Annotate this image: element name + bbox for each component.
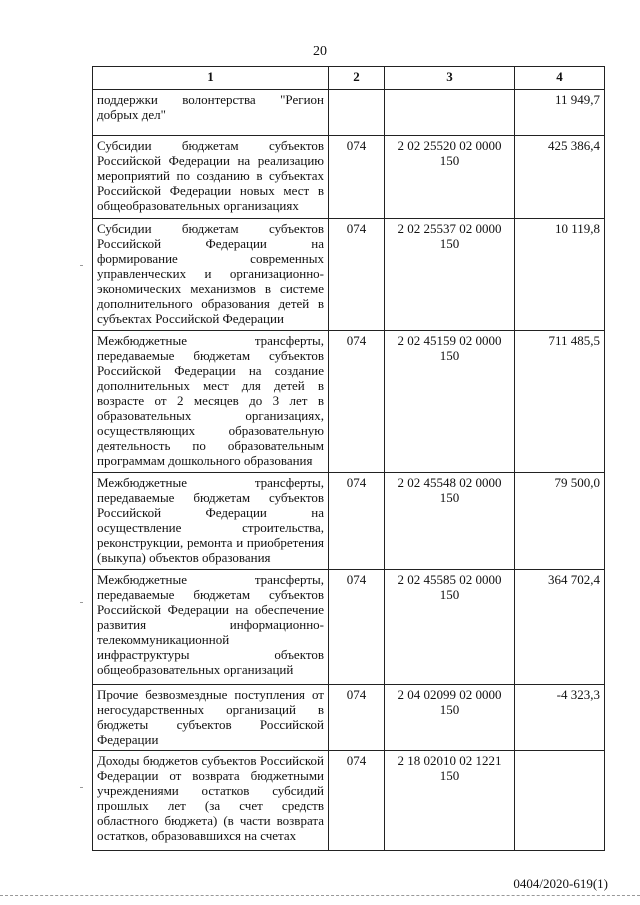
header-col-3: 3 <box>385 67 515 90</box>
row-description: Субсидии бюджетам субъектов Российской Федерации на реализацию мероприятий по созданию в субъектах Российской Федерации новых мест в общеобразовательных организациях <box>93 136 329 219</box>
document-code: 0404/2020-619(1) <box>513 876 608 891</box>
row-admin-code: 074 <box>329 570 385 685</box>
row-amount: 425 386,4 <box>515 136 605 219</box>
row-amount: 79 500,0 <box>515 473 605 570</box>
row-admin-code: 074 <box>329 473 385 570</box>
table-row <box>93 90 605 136</box>
budget-table <box>92 66 605 851</box>
row-amount: 364 702,4 <box>515 570 605 685</box>
row-budget-code: 2 02 45548 02 0000 150 <box>385 473 515 570</box>
row-admin-code: 074 <box>329 219 385 331</box>
row-amount: 10 119,8 <box>515 219 605 331</box>
scan-mark <box>80 265 83 266</box>
row-amount: 711 485,5 <box>515 331 605 473</box>
row-description: Прочие безвозмездные поступления от негосударственных организаций в бюджеты субъектов Российской Федерации <box>93 685 329 751</box>
table-row <box>93 685 605 751</box>
header-row <box>93 67 605 90</box>
header-col-4: 4 <box>515 67 605 90</box>
row-budget-code: 2 02 25537 02 0000 150 <box>385 219 515 331</box>
row-description: Межбюджетные трансферты, передаваемые бюджетам субъектов Российской Федерации на осуществление строительства, реконструкции, ремонта и приобретения (выкупа) объектов образования <box>93 473 329 570</box>
table-row <box>93 331 605 473</box>
row-budget-code: 2 02 45159 02 0000 150 <box>385 331 515 473</box>
header-col-1: 1 <box>93 67 329 90</box>
row-amount: -4 323,3 <box>515 685 605 751</box>
row-description: поддержки волонтерства "Регион добрых дел" <box>93 90 329 136</box>
row-budget-code <box>385 90 515 136</box>
row-admin-code: 074 <box>329 331 385 473</box>
row-budget-code: 2 02 45585 02 0000 150 <box>385 570 515 685</box>
table-row <box>93 219 605 331</box>
row-admin-code: 074 <box>329 136 385 219</box>
row-description: Субсидии бюджетам субъектов Российской Федерации на формирование современных управленческих и организационно-экономических механизмов в системе дополнительного образования детей в субъектах Российской Федерации <box>93 219 329 331</box>
row-admin-code: 074 <box>329 751 385 851</box>
row-budget-code: 2 18 02010 02 1221 150 <box>385 751 515 851</box>
table-row <box>93 751 605 851</box>
table-row <box>93 473 605 570</box>
scan-edge <box>0 895 640 897</box>
page-number: 20 <box>313 44 327 59</box>
row-description: Межбюджетные трансферты, передаваемые бюджетам субъектов Российской Федерации на обеспечение развития информационно-телекоммуникационной инфраструктуры объектов общеобразовательных организаций <box>93 570 329 685</box>
row-admin-code <box>329 90 385 136</box>
header-col-2: 2 <box>329 67 385 90</box>
scan-mark <box>80 787 83 788</box>
row-admin-code: 074 <box>329 685 385 751</box>
row-budget-code: 2 04 02099 02 0000 150 <box>385 685 515 751</box>
table-row <box>93 570 605 685</box>
scan-mark <box>80 602 83 603</box>
row-description: Доходы бюджетов субъектов Российской Федерации от возврата бюджетными учреждениями остатков субсидий прошлых лет (за счет средств областного бюджета) (в части возврата остатков, образовавшихся на счетах <box>93 751 329 851</box>
row-description: Межбюджетные трансферты, передаваемые бюджетам субъектов Российской Федерации на создание дополнительных мест для детей в возрасте от 2 месяцев до 3 лет в образовательных организациях, осуществляющих образовательную деятельность по образовательным программам дошкольного образования <box>93 331 329 473</box>
row-amount <box>515 751 605 851</box>
row-amount: 11 949,7 <box>515 90 605 136</box>
row-budget-code: 2 02 25520 02 0000 150 <box>385 136 515 219</box>
table-row <box>93 136 605 219</box>
